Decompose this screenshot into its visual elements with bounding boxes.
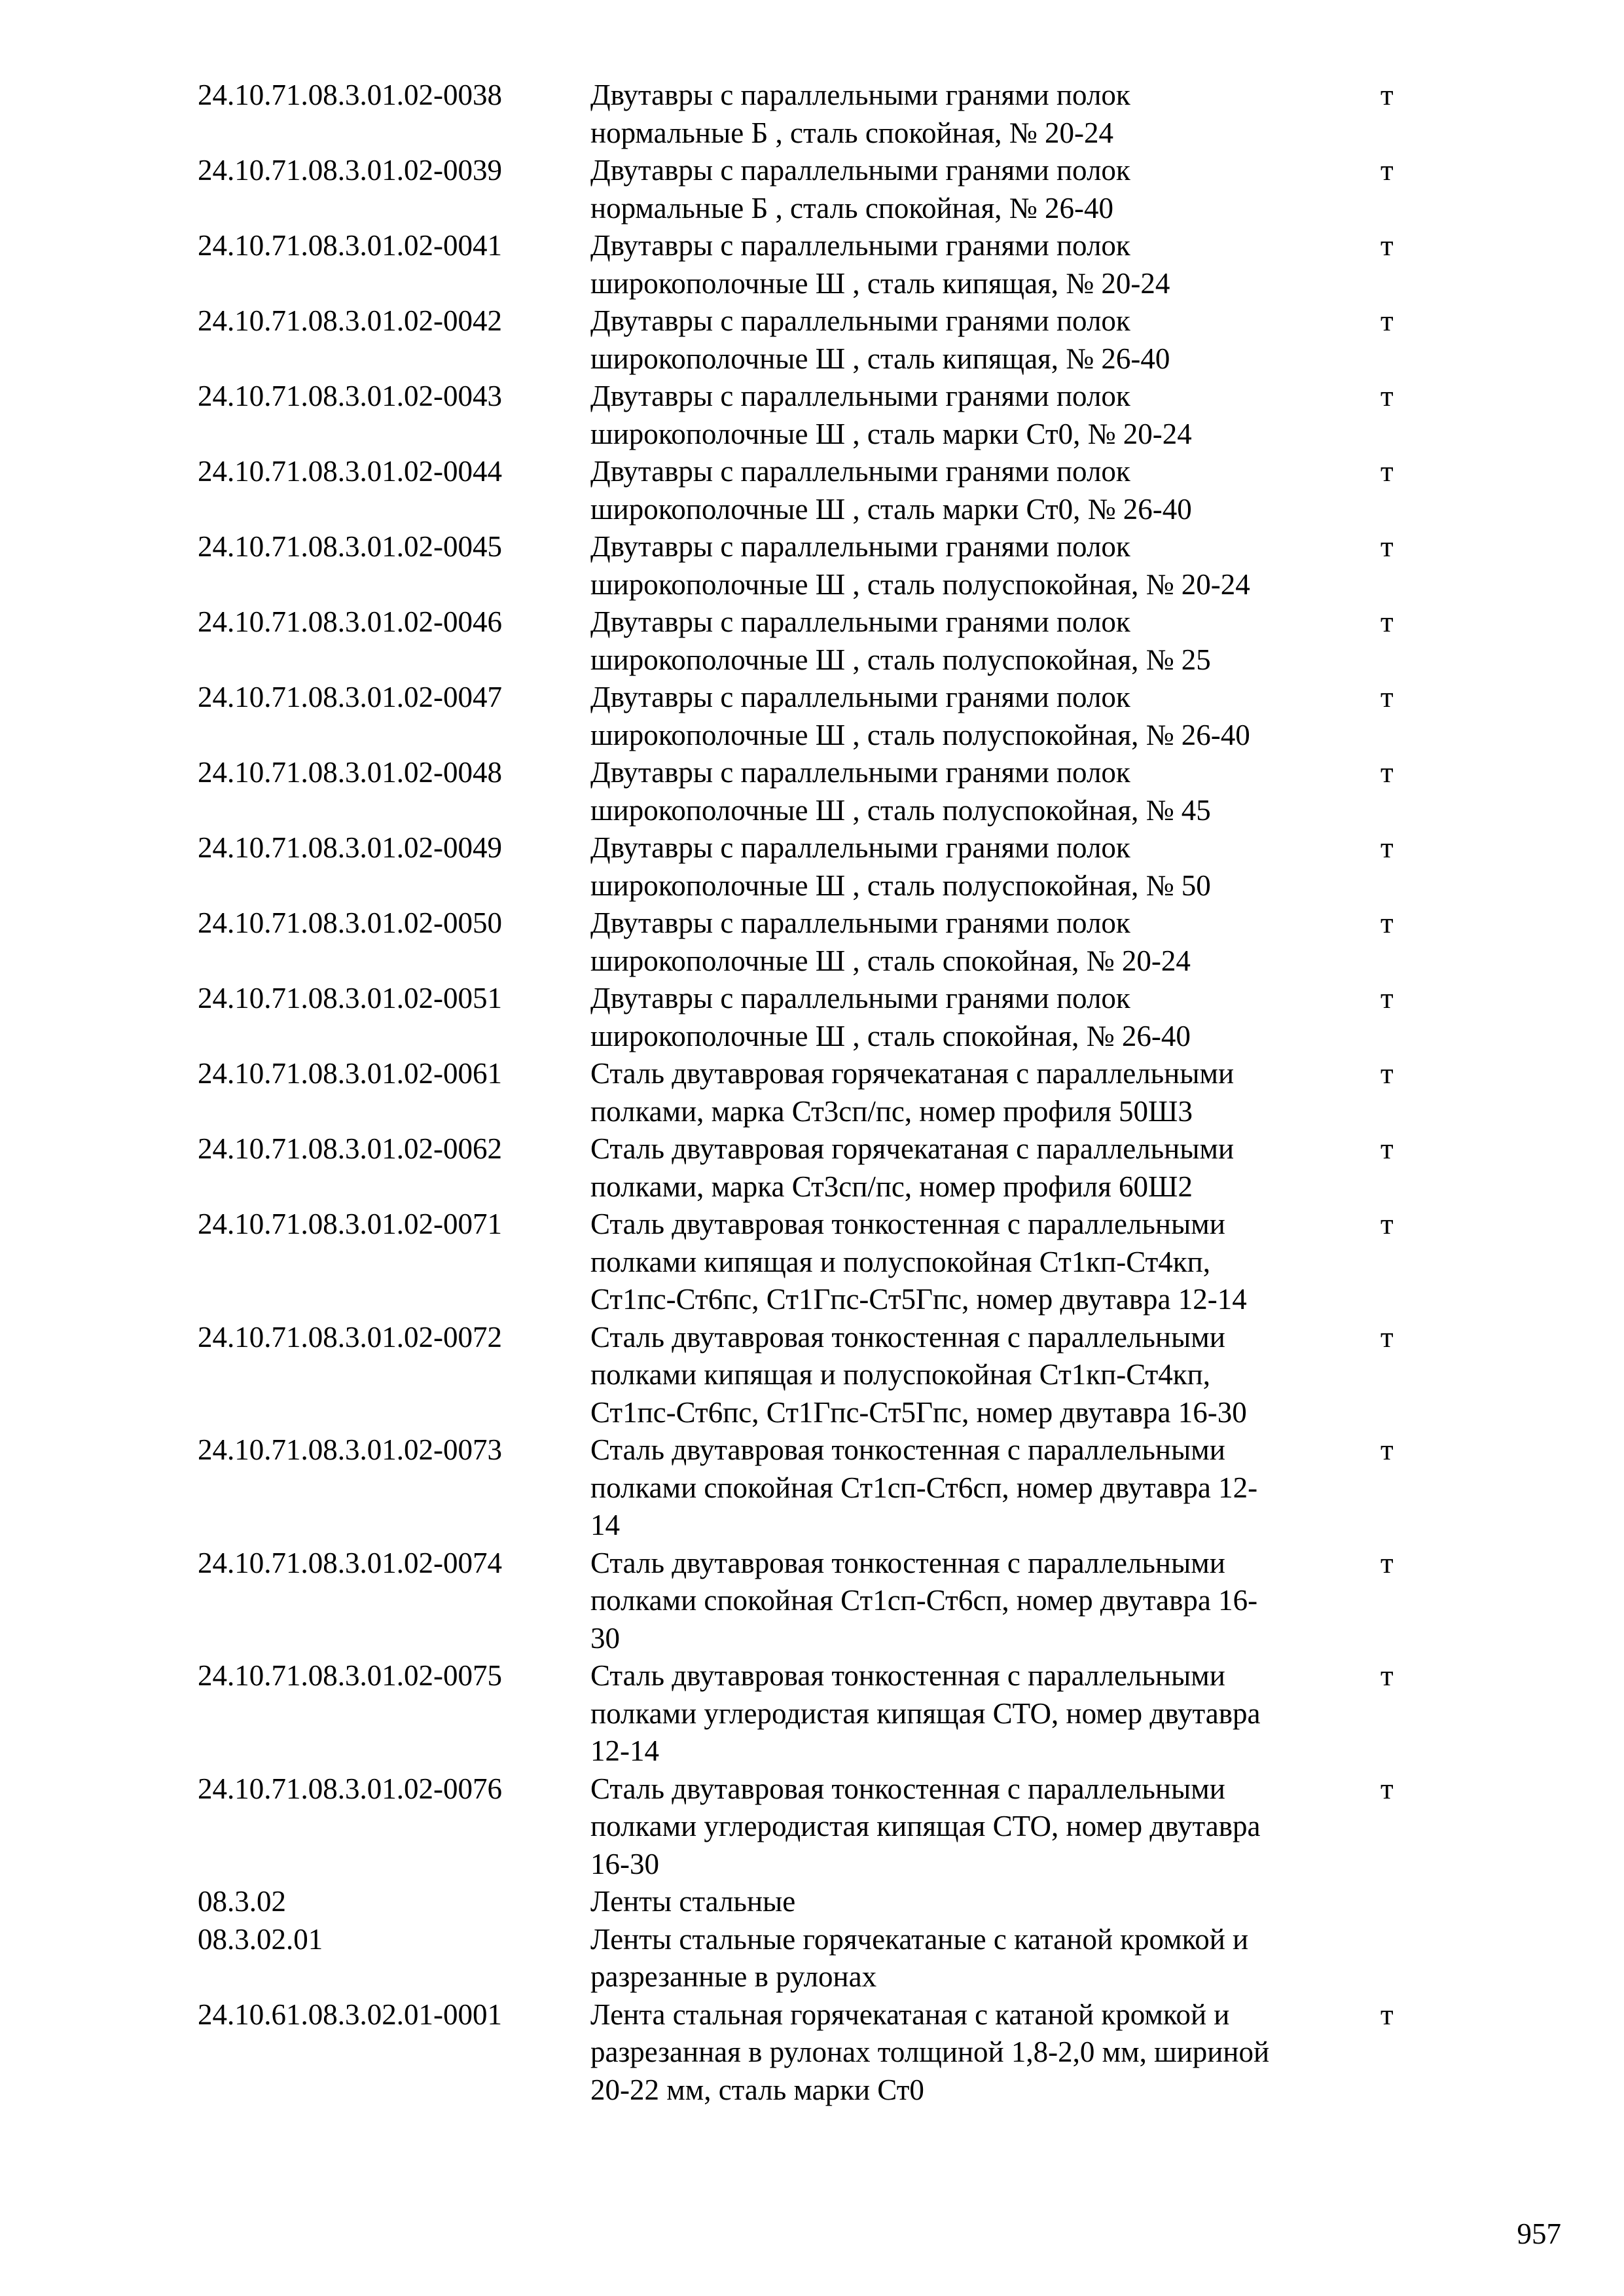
entry-unit: т [1380, 1433, 1394, 1466]
entry-unit: т [1380, 756, 1394, 789]
catalog-entry [198, 378, 1428, 453]
description-line: 12-14 [590, 1734, 659, 1767]
description-line: Двутавры с параллельными гранями полок [590, 906, 1130, 939]
description-line: Двутавры с параллельными гранями полок [590, 605, 1130, 638]
description-line: Двутавры с параллельными гранями полок [590, 982, 1130, 1014]
catalog-entry [198, 603, 1428, 679]
description-line: полками кипящая и полуспокойная Ст1кп-Ст4кп, [590, 1358, 1210, 1391]
entry-code: 08.3.02.01 [198, 1922, 323, 1956]
entry-code: 24.10.71.08.3.01.02-0047 [198, 681, 502, 713]
entry-code: 08.3.02 [198, 1885, 286, 1918]
description-line: Сталь двутавровая горячекатаная с параллельными [590, 1057, 1235, 1090]
entry-unit: т [1380, 154, 1394, 187]
description-line: широкополочные Ш , сталь кипящая, № 20-24 [590, 266, 1170, 300]
entry-code: 24.10.71.08.3.01.02-0041 [198, 229, 502, 262]
entry-unit: т [1380, 605, 1394, 638]
entry-code: 24.10.71.08.3.01.02-0045 [198, 530, 502, 563]
catalog-entry [198, 227, 1428, 302]
description-line: полками углеродистая кипящая СТО, номер двутавра [590, 1810, 1261, 1842]
description-line: широкополочные Ш , сталь полуспокойная, № 26-40 [590, 718, 1250, 751]
description-line: Двутавры с параллельными гранями полок [590, 79, 1130, 111]
catalog-entry [198, 754, 1428, 829]
description-line: широкополочные Ш , сталь спокойная, № 26-40 [590, 1019, 1191, 1052]
entry-code: 24.10.71.08.3.01.02-0072 [198, 1320, 502, 1354]
description-line: Сталь двутавровая тонкостенная с параллельными [590, 1208, 1225, 1240]
catalog-entry [198, 152, 1428, 227]
entry-description [590, 227, 1360, 302]
catalog-entry [198, 1545, 1428, 1658]
description-line: широкополочные Ш , сталь полуспокойная, № 25 [590, 643, 1211, 676]
entry-code: 24.10.71.08.3.01.02-0038 [198, 79, 502, 111]
entry-description [590, 1319, 1360, 1432]
catalog-entry [198, 1770, 1428, 1884]
entry-code: 24.10.71.08.3.01.02-0074 [198, 1546, 502, 1579]
entry-code: 24.10.71.08.3.01.02-0042 [198, 304, 502, 337]
entry-description [590, 77, 1360, 152]
entry-description [590, 829, 1360, 905]
description-line: Двутавры с параллельными гранями полок [590, 756, 1130, 789]
entry-description [590, 528, 1360, 603]
entry-description [590, 1921, 1360, 1996]
entry-unit: т [1380, 1132, 1394, 1165]
entry-code: 24.10.71.08.3.01.02-0051 [198, 982, 502, 1014]
description-line: широкополочные Ш , сталь полуспокойная, № 50 [590, 869, 1211, 902]
description-line: Двутавры с параллельными гранями полок [590, 380, 1130, 412]
description-line: широкополочные Ш , сталь кипящая, № 26-40 [590, 342, 1170, 375]
description-line: Двутавры с параллельными гранями полок [590, 530, 1130, 563]
entry-unit: т [1380, 455, 1394, 488]
description-line: широкополочные Ш , сталь марки Ст0, № 26-40 [590, 492, 1192, 526]
entry-unit: т [1380, 1320, 1394, 1354]
description-line: Сталь двутавровая тонкостенная с параллельными [590, 1659, 1225, 1692]
description-line: нормальные Б , сталь спокойная, № 26-40 [590, 191, 1113, 224]
entry-code: 24.10.71.08.3.01.02-0039 [198, 154, 502, 187]
catalog-entry [198, 829, 1428, 905]
description-line: нормальные Б , сталь спокойная, № 20-24 [590, 116, 1113, 149]
catalog-entry [198, 1996, 1428, 2109]
entry-code: 24.10.71.08.3.01.02-0071 [198, 1208, 502, 1240]
description-line: широкополочные Ш , сталь марки Ст0, № 20-24 [590, 417, 1192, 450]
description-line: Лента стальная горячекатаная с катаной кромкой и [590, 1998, 1230, 2031]
entry-description [590, 754, 1360, 829]
entry-unit: т [1380, 380, 1394, 412]
description-line: полками кипящая и полуспокойная Ст1кп-Ст4кп, [590, 1245, 1210, 1278]
entry-description [590, 603, 1360, 679]
description-line: Двутавры с параллельными гранями полок [590, 831, 1130, 864]
catalog-entry [198, 1883, 1428, 1921]
catalog-entry [198, 1130, 1428, 1206]
description-line: разрезанные в рулонах [590, 1960, 877, 1993]
description-line: широкополочные Ш , сталь полуспокойная, № 20-24 [590, 567, 1250, 601]
description-line: Двутавры с параллельными гранями полок [590, 229, 1130, 262]
catalog-entry [198, 1206, 1428, 1319]
description-line: полками, марка Ст3сп/пс, номер профиля 50Ш3 [590, 1094, 1193, 1128]
description-line: Двутавры с параллельными гранями полок [590, 455, 1130, 488]
entry-code: 24.10.71.08.3.01.02-0073 [198, 1433, 502, 1466]
entry-unit: т [1380, 982, 1394, 1014]
catalog-entry [198, 453, 1428, 528]
description-line: 30 [590, 1621, 620, 1655]
description-line: полками спокойная Ст1сп-Ст6сп, номер двутавра 16- [590, 1584, 1258, 1617]
entry-description [590, 1545, 1360, 1658]
entry-unit: т [1380, 681, 1394, 713]
description-line: Двутавры с параллельными гранями полок [590, 154, 1130, 187]
entry-unit: т [1380, 229, 1394, 262]
entry-unit: т [1380, 1772, 1394, 1805]
description-line: Двутавры с параллельными гранями полок [590, 304, 1130, 337]
entry-unit: т [1380, 79, 1394, 111]
entry-code: 24.10.71.08.3.01.02-0043 [198, 380, 502, 412]
description-line: 20-22 мм, сталь марки Ст0 [590, 2073, 924, 2106]
description-line: полками углеродистая кипящая СТО, номер двутавра [590, 1696, 1261, 1730]
entry-description [590, 905, 1360, 980]
description-line: Ленты стальные горячекатаные с катаной кромкой и [590, 1922, 1249, 1956]
description-line: Сталь двутавровая тонкостенная с параллельными [590, 1433, 1225, 1466]
catalog-entry [198, 302, 1428, 378]
catalog-entry [198, 528, 1428, 603]
description-line: 16-30 [590, 1847, 659, 1880]
catalog-entry [198, 77, 1428, 152]
entry-unit: т [1380, 304, 1394, 337]
description-line: полками, марка Ст3сп/пс, номер профиля 60Ш2 [590, 1170, 1193, 1203]
entry-description [590, 453, 1360, 528]
entry-unit: т [1380, 1057, 1394, 1090]
description-line: Сталь двутавровая тонкостенная с параллельными [590, 1772, 1225, 1805]
entry-description [590, 1996, 1360, 2109]
entry-code: 24.10.71.08.3.01.02-0076 [198, 1772, 502, 1805]
entry-code: 24.10.71.08.3.01.02-0062 [198, 1132, 502, 1165]
catalog-entry [198, 1319, 1428, 1432]
entry-description [590, 1206, 1360, 1319]
description-line: полками спокойная Ст1сп-Ст6сп, номер двутавра 12- [590, 1471, 1258, 1504]
entry-description [590, 152, 1360, 227]
entry-description [590, 1431, 1360, 1545]
description-line: Ст1пс-Ст6пс, Ст1Гпс-Ст5Гпс, номер двутавра 16-30 [590, 1395, 1247, 1429]
entry-unit: т [1380, 1546, 1394, 1579]
entry-code: 24.10.71.08.3.01.02-0044 [198, 455, 502, 488]
entry-code: 24.10.71.08.3.01.02-0050 [198, 906, 502, 939]
description-line: Двутавры с параллельными гранями полок [590, 681, 1130, 713]
description-line: 14 [590, 1509, 620, 1541]
entry-unit: т [1380, 831, 1394, 864]
entry-code: 24.10.71.08.3.01.02-0075 [198, 1659, 502, 1692]
page-number: 957 [1517, 2217, 1561, 2250]
entry-description [590, 1770, 1360, 1884]
entry-description [590, 1657, 1360, 1770]
entry-code: 24.10.61.08.3.02.01-0001 [198, 1998, 502, 2031]
catalog-entry [198, 679, 1428, 754]
catalog-entries [198, 77, 1428, 2109]
entry-description [590, 302, 1360, 378]
entry-unit: т [1380, 1998, 1394, 2031]
entry-unit: т [1380, 530, 1394, 563]
entry-description [590, 1130, 1360, 1206]
catalog-entry [198, 1921, 1428, 1996]
description-line: разрезанная в рулонах толщиной 1,8-2,0 мм, шириной [590, 2036, 1270, 2068]
entry-code: 24.10.71.08.3.01.02-0049 [198, 831, 502, 864]
description-line: Ст1пс-Ст6пс, Ст1Гпс-Ст5Гпс, номер двутавра 12-14 [590, 1283, 1247, 1316]
catalog-entry [198, 980, 1428, 1055]
entry-code: 24.10.71.08.3.01.02-0046 [198, 605, 502, 638]
entry-unit: т [1380, 1208, 1394, 1240]
entry-description [590, 1055, 1360, 1130]
entry-code: 24.10.71.08.3.01.02-0048 [198, 756, 502, 789]
description-line: Ленты стальные [590, 1885, 796, 1918]
description-line: широкополочные Ш , сталь спокойная, № 20-24 [590, 944, 1191, 977]
entry-description [590, 980, 1360, 1055]
entry-unit: т [1380, 1659, 1394, 1692]
entry-description [590, 378, 1360, 453]
catalog-entry [198, 1657, 1428, 1770]
catalog-entry [198, 1055, 1428, 1130]
description-line: широкополочные Ш , сталь полуспокойная, № 45 [590, 793, 1211, 827]
catalog-entry [198, 905, 1428, 980]
catalog-entry [198, 1431, 1428, 1545]
entry-code: 24.10.71.08.3.01.02-0061 [198, 1057, 502, 1090]
description-line: Сталь двутавровая горячекатаная с параллельными [590, 1132, 1235, 1165]
description-line: Сталь двутавровая тонкостенная с параллельными [590, 1546, 1225, 1579]
entry-description [590, 1883, 1360, 1921]
entry-description [590, 679, 1360, 754]
description-line: Сталь двутавровая тонкостенная с параллельными [590, 1320, 1225, 1354]
entry-unit: т [1380, 906, 1394, 939]
